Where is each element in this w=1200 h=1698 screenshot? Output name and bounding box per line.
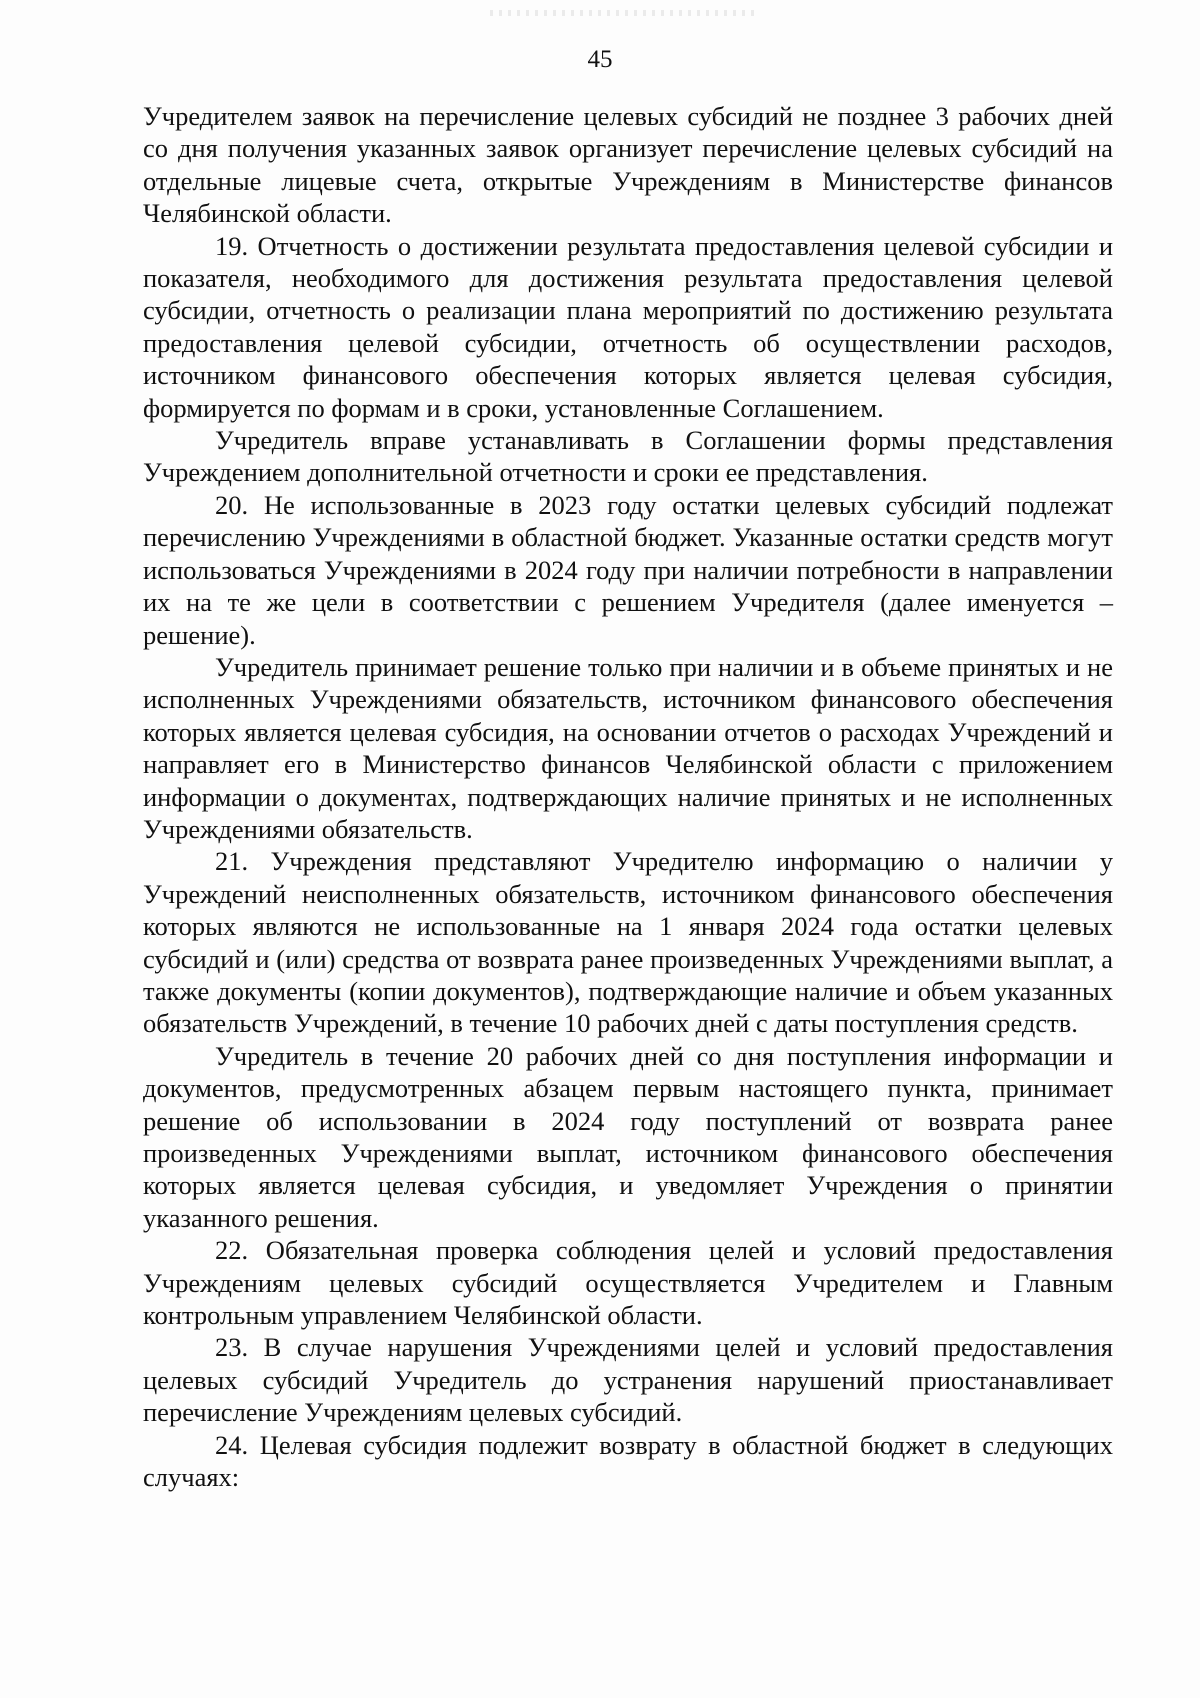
paragraph-item-24: 24. Целевая субсидия подлежит возврату в областной бюджет в следующих случаях:: [143, 1429, 1113, 1493]
scan-artifact: [490, 10, 760, 16]
paragraph-item-23: 23. В случае нарушения Учреждениями целей и условий предоставления целевых субсидий Учредитель до устранения нарушений приостанавливает перечисление Учреждениям целевых субсидий.: [143, 1332, 1113, 1428]
paragraph-reporting-forms: Учредитель вправе устанавливать в Соглашении формы представления Учреждением дополнительной отчетности и сроки ее представления.: [143, 425, 1113, 488]
paragraph-decision-timeline: Учредитель в течение 20 рабочих дней со дня поступления информации и документов, предусмотренных абзацем первым настоящего пункта, принимает решение об использовании в 2024 году поступлений от возврата ранее произведенных Учреждениями выплат, источником финансового обеспечения которых является целевая субсидия, и уведомляет Учреждения о принятии указанного решения.: [143, 1040, 1113, 1233]
paragraph-item-19: 19. Отчетность о достижении результата предоставления целевой субсидии и показателя, необходимого для достижения результата предоставления целевой субсидии, отчетность о реализации плана мероприятий по достижению результата предоставления целевой субсидии, отчетность об осуществлении расходов, источником финансового обеспечения которых является целевая субсидия, формируется по формам и в сроки, установленные Соглашением.: [143, 230, 1113, 423]
document-body: [143, 100, 1113, 1493]
paragraph-item-21: 21. Учреждения представляют Учредителю информацию о наличии у Учреждений неисполненных обязательств, источником финансового обеспечения которых являются не использованные на 1 января 2024 года остатки целевых субсидий и (или) средства от возврата ранее произведенных Учреждениями выплат, а также документы (копии документов), подтверждающие наличие и объем указанных обязательств Учреждений, в течение 10 рабочих дней с даты поступления средств.: [143, 846, 1113, 1039]
paragraph-continuation: Учредителем заявок на перечисление целевых субсидий не позднее 3 рабочих дней со дня получения указанных заявок организует перечисление целевых субсидий на отдельные лицевые счета, открытые Учреждениям в Министерстве финансов Челябинской области.: [143, 101, 1113, 229]
paragraph-item-20: 20. Не использованные в 2023 году остатки целевых субсидий подлежат перечислению Учреждениями в областной бюджет. Указанные остатки средств могут использоваться Учреждениями в 2024 году при наличии потребности в направлении их на те же цели в соответствии с решением Учредителя (далее именуется – решение).: [143, 489, 1113, 650]
page-number: 45: [587, 46, 613, 73]
paragraph-decision: Учредитель принимает решение только при наличии и в объеме принятых и не исполненных Учреждениями обязательств, источником финансового обеспечения которых является целевая субсидия, на основании отчетов о расходах Учреждений и направляет его в Министерство финансов Челябинской области с приложением информации о документах, подтверждающих наличие принятых и не исполненных Учреждениями обязательств.: [143, 651, 1113, 844]
paragraph-item-22: 22. Обязательная проверка соблюдения целей и условий предоставления Учреждениям целевых субсидий осуществляется Учредителем и Главным контрольным управлением Челябинской области.: [143, 1235, 1113, 1331]
